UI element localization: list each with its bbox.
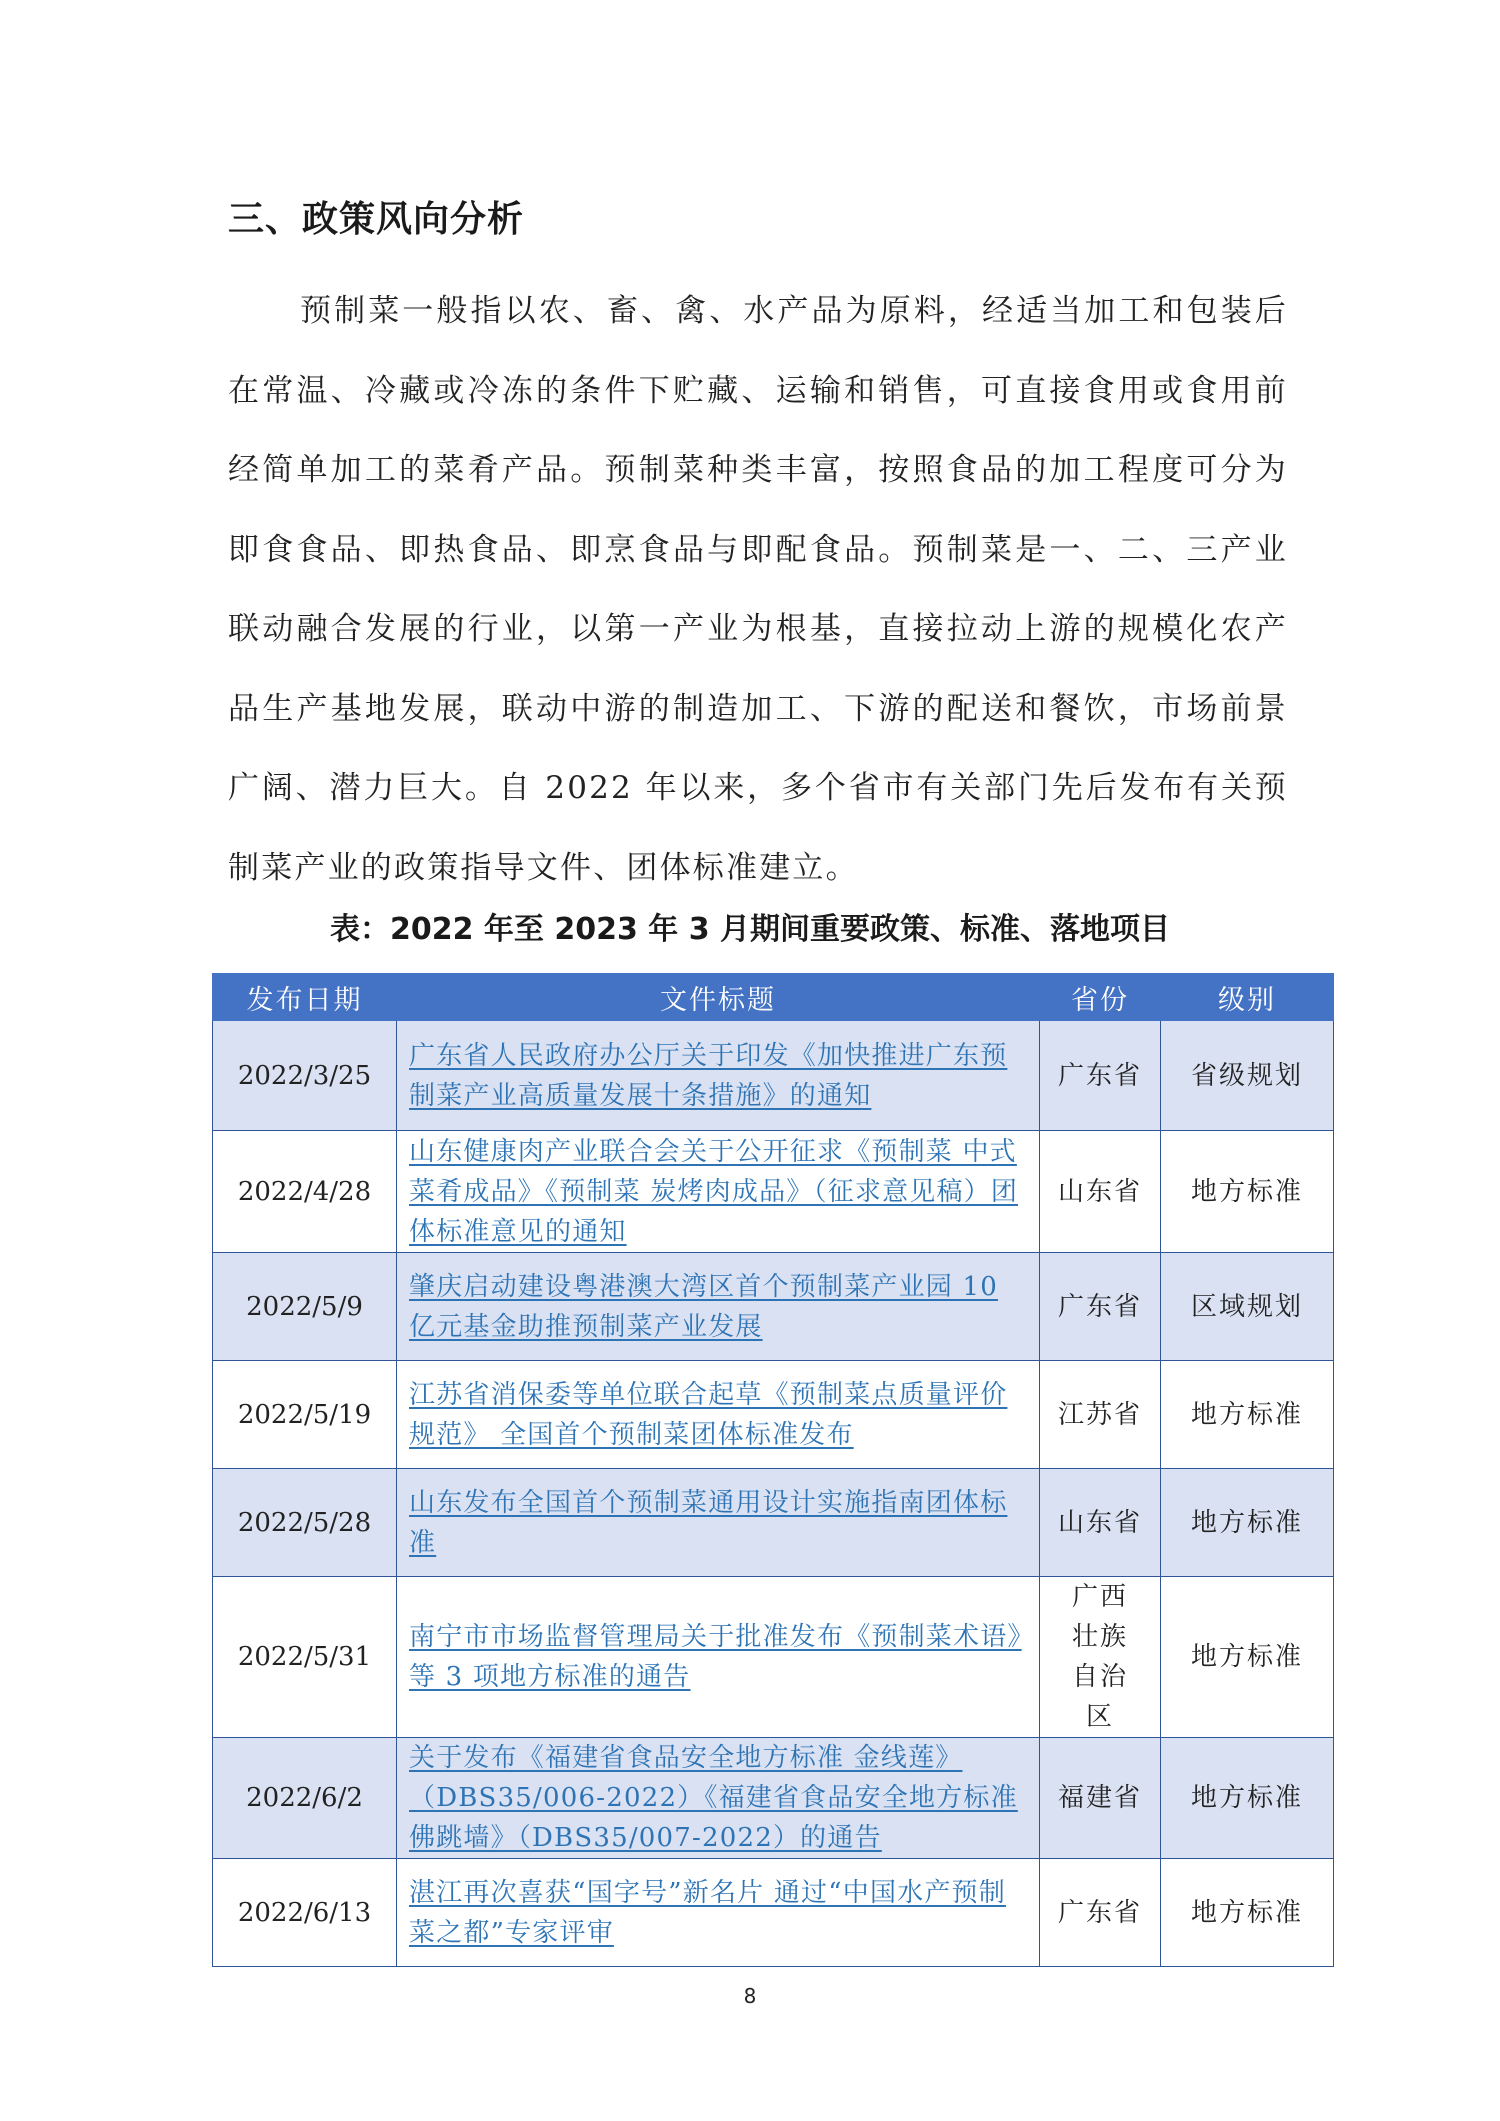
province-cell: 广西壮族自治区 <box>1040 1577 1161 1738</box>
province-cell: 广东省 <box>1040 1021 1161 1131</box>
date-cell: 2022/4/28 <box>213 1131 397 1253</box>
policy-link[interactable]: 广东省人民政府办公厅关于印发《加快推进广东预制菜产业高质量发展十条措施》的通知 <box>409 1040 1008 1111</box>
policy-link[interactable]: 关于发布《福建省食品安全地方标准 金线莲》（DBS35/006-2022）《福建省食品安全地方标准 佛跳墙》（DBS35/007-2022）的通告 <box>409 1743 1018 1853</box>
date-cell: 2022/3/25 <box>213 1021 397 1131</box>
title-cell <box>397 1577 1040 1738</box>
policy-link[interactable]: 江苏省消保委等单位联合起草《预制菜点质量评价规范》 全国首个预制菜团体标准发布 <box>409 1379 1008 1450</box>
level-cell: 地方标准 <box>1161 1469 1334 1577</box>
policy-link[interactable]: 山东健康肉产业联合会关于公开征求《预制菜 中式菜肴成品》《预制菜 炭烤肉成品》（征求意见稿）团体标准意见的通知 <box>409 1136 1019 1247</box>
header-level: 级别 <box>1161 974 1334 1021</box>
date-cell: 2022/5/31 <box>213 1577 397 1738</box>
title-cell <box>397 1131 1040 1253</box>
date-cell: 2022/6/2 <box>213 1738 397 1859</box>
province-cell: 福建省 <box>1040 1738 1161 1859</box>
section-heading: 三、政策风向分析 <box>228 199 525 240</box>
province-cell: 广东省 <box>1040 1859 1161 1967</box>
date-cell: 2022/6/13 <box>213 1859 397 1967</box>
title-cell <box>397 1253 1040 1361</box>
level-cell: 地方标准 <box>1161 1738 1334 1859</box>
table-header-row <box>213 974 1334 1021</box>
table-row <box>213 1577 1334 1738</box>
date-cell: 2022/5/9 <box>213 1253 397 1361</box>
table-row <box>213 1469 1334 1577</box>
title-cell <box>397 1361 1040 1469</box>
header-date: 发布日期 <box>213 974 397 1021</box>
table-row <box>213 1253 1334 1361</box>
table-row <box>213 1859 1334 1967</box>
table-row <box>213 1131 1334 1253</box>
province-cell: 山东省 <box>1040 1469 1161 1577</box>
table-row <box>213 1021 1334 1131</box>
body-paragraph: 预制菜一般指以农、畜、禽、水产品为原料，经适当加工和包装后在常温、冷藏或冷冻的条件下贮藏、运输和销售，可直接食用或食用前经简单加工的菜肴产品。预制菜种类丰富，按照食品的加工程度可分为即食食品、即热食品、即烹食品与即配食品。预制菜是一、二、三产业联动融合发展的行业，以第一产业为根基，直接拉动上游的规模化农产品生产基地发展，联动中游的制造加工、下游的配送和餐饮，市场前景广阔、潜力巨大。自 2022 年以来，多个省市有关部门先后发布有关预制菜产业的政策指导文件、团体标准建立。 <box>228 293 1288 886</box>
level-cell: 地方标准 <box>1161 1131 1334 1253</box>
policy-link[interactable]: 肇庆启动建设粤港澳大湾区首个预制菜产业园 10 亿元基金助推预制菜产业发展 <box>409 1271 998 1342</box>
table-row <box>213 1738 1334 1859</box>
province-cell: 江苏省 <box>1040 1361 1161 1469</box>
date-cell: 2022/5/19 <box>213 1361 397 1469</box>
title-cell <box>397 1859 1040 1967</box>
level-cell: 地方标准 <box>1161 1361 1334 1469</box>
header-title: 文件标题 <box>397 974 1040 1021</box>
table-caption: 表：2022 年至 2023 年 3 月期间重要政策、标准、落地项目 <box>329 912 1171 947</box>
header-province: 省份 <box>1040 974 1161 1021</box>
policy-link[interactable]: 山东发布全国首个预制菜通用设计实施指南团体标准 <box>409 1487 1008 1558</box>
province-cell: 广东省 <box>1040 1253 1161 1361</box>
level-cell: 地方标准 <box>1161 1577 1334 1738</box>
title-cell <box>397 1738 1040 1859</box>
policy-link[interactable]: 南宁市市场监督管理局关于批准发布《预制菜术语》等 3 项地方标准的通告 <box>409 1622 1022 1692</box>
province-cell: 山东省 <box>1040 1131 1161 1253</box>
page-number: 8 <box>743 1984 757 2008</box>
level-cell: 省级规划 <box>1161 1021 1334 1131</box>
level-cell: 区域规划 <box>1161 1253 1334 1361</box>
title-cell <box>397 1469 1040 1577</box>
table-row <box>213 1361 1334 1469</box>
title-cell <box>397 1021 1040 1131</box>
level-cell: 地方标准 <box>1161 1859 1334 1967</box>
policy-table <box>212 973 1334 1967</box>
policy-link[interactable]: 湛江再次喜获“国字号”新名片 通过“中国水产预制菜之都”专家评审 <box>409 1877 1006 1948</box>
date-cell: 2022/5/28 <box>213 1469 397 1577</box>
